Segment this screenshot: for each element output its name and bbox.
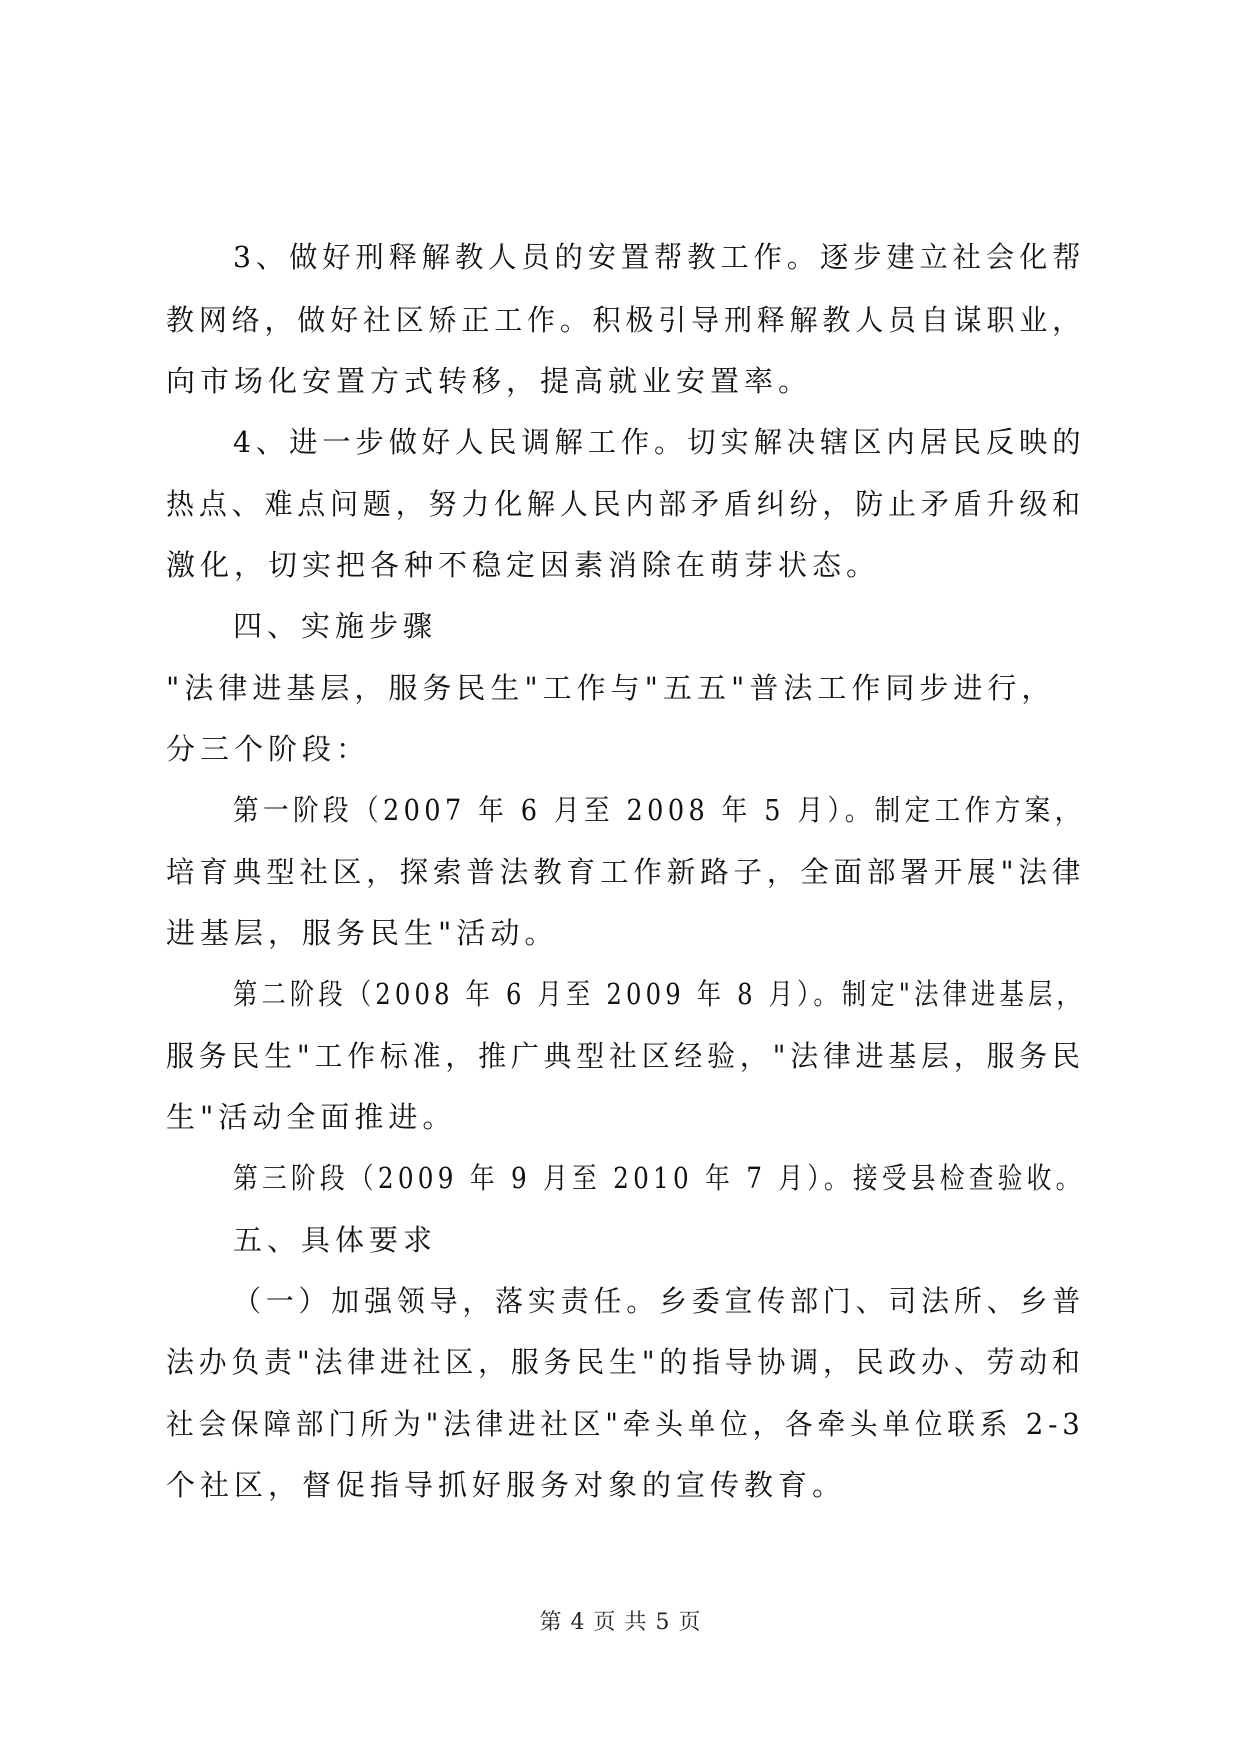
- page-footer: 第 4 页 共 5 页: [539, 1610, 702, 1635]
- paragraph-line: 第三阶段（2009 年 9 月至 2010 年 7 月）。接受县检查验收。: [233, 1161, 1085, 1195]
- paragraph-line: "法律进基层，服务民生"工作与"五五"普法工作同步进行，: [166, 671, 1056, 705]
- paragraph-line: 生"活动全面推进。: [166, 1100, 457, 1134]
- paragraph-line: 服务民生"工作标准，推广典型社区经验，"法律进基层，服务民: [166, 1039, 1085, 1073]
- paragraph-line: 向市场化安置方式转移，提高就业安置率。: [166, 364, 813, 398]
- paragraph-line: 4、进一步做好人民调解工作。切实解决辖区内居民反映的: [233, 425, 1086, 459]
- paragraph-line: 教网络，做好社区矫正工作。积极引导刑释解教人员自谋职业，: [166, 303, 1085, 337]
- paragraph-line: 法办负责"法律进社区，服务民生"的指导协调，民政办、劳动和: [166, 1345, 1085, 1379]
- paragraph-line: 第二阶段（2008 年 6 月至 2009 年 8 月）。制定"法律进基层，: [233, 977, 1085, 1011]
- paragraph-line: 热点、难点问题，努力化解人民内部矛盾纠纷，防止矛盾升级和: [166, 487, 1085, 521]
- paragraph-line: 个社区，督促指导抓好服务对象的宣传教育。: [166, 1468, 847, 1502]
- section-heading: 五、具体要求: [233, 1223, 438, 1257]
- paragraph-line: （一）加强领导，落实责任。乡委宣传部门、司法所、乡普: [233, 1284, 1086, 1318]
- section-heading: 四、实施步骤: [233, 609, 438, 643]
- paragraph-line: 第一阶段（2007 年 6 月至 2008 年 5 月）。制定工作方案，: [233, 793, 1085, 827]
- paragraph-line: 3、做好刑释解教人员的安置帮教工作。逐步建立社会化帮: [233, 240, 1086, 274]
- paragraph-line: 分三个阶段：: [166, 732, 371, 766]
- paragraph-line: 进基层，服务民生"活动。: [166, 916, 559, 950]
- paragraph-line: 社会保障部门所为"法律进社区"牵头单位，各牵头单位联系 2-3: [166, 1407, 1085, 1441]
- paragraph-line: 激化，切实把各种不稳定因素消除在萌芽状态。: [166, 548, 881, 582]
- paragraph-line: 培育典型社区，探索普法教育工作新路子，全面部署开展"法律: [166, 855, 1086, 889]
